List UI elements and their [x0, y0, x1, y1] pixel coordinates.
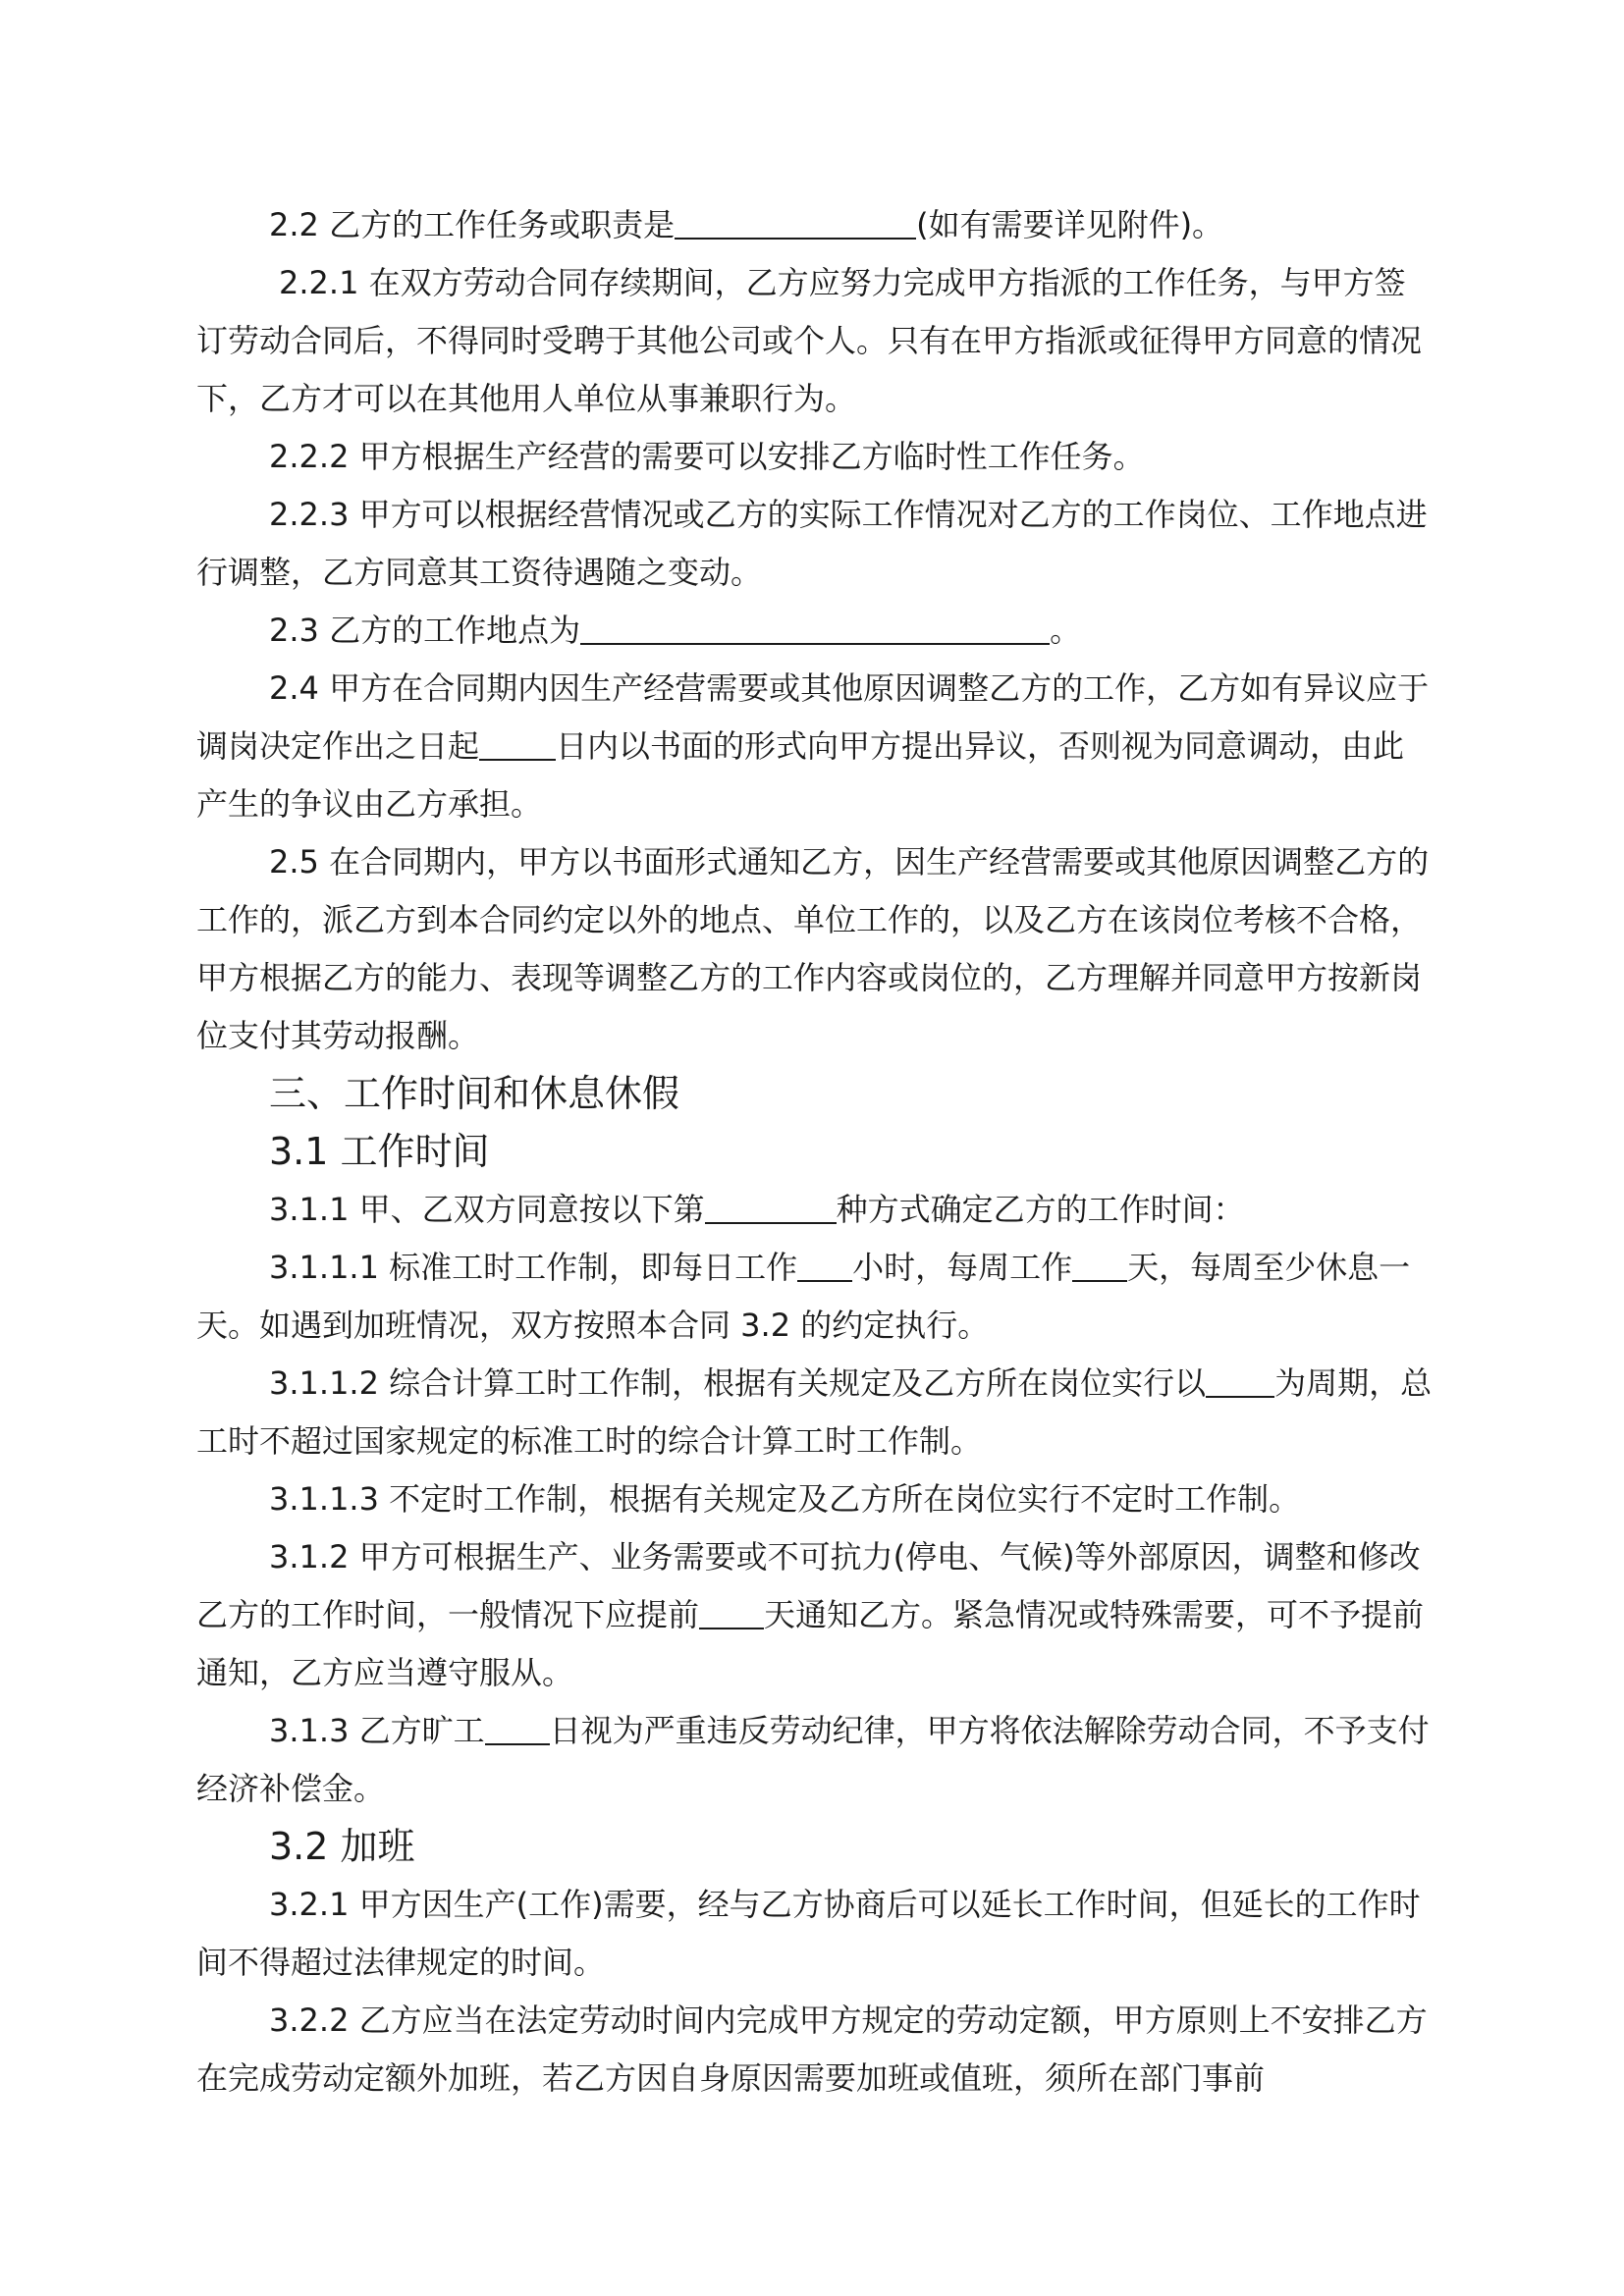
daily-hours-blank[interactable]: [797, 1245, 852, 1282]
objection-days-blank[interactable]: [479, 723, 556, 761]
clause-3-2-2: 3.2.2 乙方应当在法定劳动时间内完成甲方规定的劳动定额，甲方原则上不安排乙方在完成劳动定额外加班，若乙方因自身原因需要加班或值班，须所在部门事前: [196, 2002, 1428, 2097]
clause-2-2: 2.2 乙方的工作任务或职责是 (如有需要详见附件)。: [196, 196, 1435, 254]
work-mode-blank[interactable]: [705, 1187, 837, 1224]
clause-2-2-3: 2.2.3 甲方可以根据经营情况或乙方的实际工作情况对乙方的工作岗位、工作地点进行调整，乙方同意其工资待遇随之变动。: [196, 496, 1428, 591]
clause-2-2-2: 2.2.2 甲方根据生产经营的需要可以安排乙方临时性工作任务。: [269, 438, 1145, 475]
contract-page: [196, 196, 1435, 2108]
subheading-3-1: 3.1 工作时间: [269, 1130, 490, 1173]
subheading-3-2: 3.2 加班: [269, 1825, 415, 1868]
cycle-period-blank[interactable]: [1206, 1361, 1274, 1398]
weekly-days-blank[interactable]: [1072, 1245, 1127, 1282]
notice-days-blank[interactable]: [699, 1592, 764, 1629]
clause-2-5: 2.5 在合同期内，甲方以书面形式通知乙方，因生产经营需要或其他原因调整乙方的工作的，派乙方到本合同约定以外的地点、单位工作的，以及乙方在该岗位考核不合格，甲方根据乙方的能力、表现等调整乙方的工作内容或岗位的，乙方理解并同意甲方按新岗位支付其劳动报酬。: [196, 843, 1430, 1054]
clause-3-2-1: 3.2.1 甲方因生产(工作)需要，经与乙方协商后可以延长工作时间，但延长的工作时间不得超过法律规定的时间。: [196, 1886, 1421, 1981]
absence-days-blank[interactable]: [485, 1708, 550, 1745]
clause-2-4: 2.4 甲方在合同期内因生产经营需要或其他原因调整乙方的工作，乙方如有异议应于调岗决定作出之日起 日内以书面的形式向甲方提出异议，否则视为同意调动，由此产生的争议由乙方承担。: [196, 669, 1430, 823]
clause-3-1-2: 3.1.2 甲方可根据生产、业务需要或不可抗力(停电、气候)等外部原因，调整和修改乙方的工作时间，一般情况下应提前 天通知乙方。紧急情况或特殊需要，可不予提前通知，乙方应当遵守服从。: [196, 1538, 1425, 1691]
clause-3-1-1-1: 3.1.1.1 标准工时工作制，即每日工作 小时，每周工作 天，每周至少休息一天。如遇到加班情况，双方按照本合同 3.2 的约定执行。: [196, 1239, 1435, 1355]
clause-3-1-1: 3.1.1 甲、乙双方同意按以下第 种方式确定乙方的工作时间：: [196, 1181, 1435, 1239]
clause-3-1-1-2: 3.1.1.2 综合计算工时工作制，根据有关规定及乙方所在岗位实行以 为周期，总工时不超过国家规定的标准工时的综合计算工时工作制。: [196, 1355, 1435, 1470]
duty-blank[interactable]: [675, 202, 916, 240]
clause-2-3: 2.3 乙方的工作地点为 。: [196, 602, 1435, 660]
clause-3-1-3: 3.1.3 乙方旷工 日视为严重违反劳动纪律，甲方将依法解除劳动合同，不予支付经济补偿金。: [196, 1702, 1435, 1818]
clause-2-2-1: 2.2.1 在双方劳动合同存续期间，乙方应努力完成甲方指派的工作任务，与甲方签订劳动合同后，不得同时受聘于其他公司或个人。只有在甲方指派或征得甲方同意的情况下，乙方才可以在其他用人单位从事兼职行为。: [196, 264, 1423, 417]
clause-3-1-1-3: 3.1.1.3 不定时工作制，根据有关规定及乙方所在岗位实行不定时工作制。: [269, 1480, 1301, 1518]
section-heading-3: 三、工作时间和休息休假: [269, 1072, 680, 1115]
work-location-blank[interactable]: [580, 608, 1050, 645]
